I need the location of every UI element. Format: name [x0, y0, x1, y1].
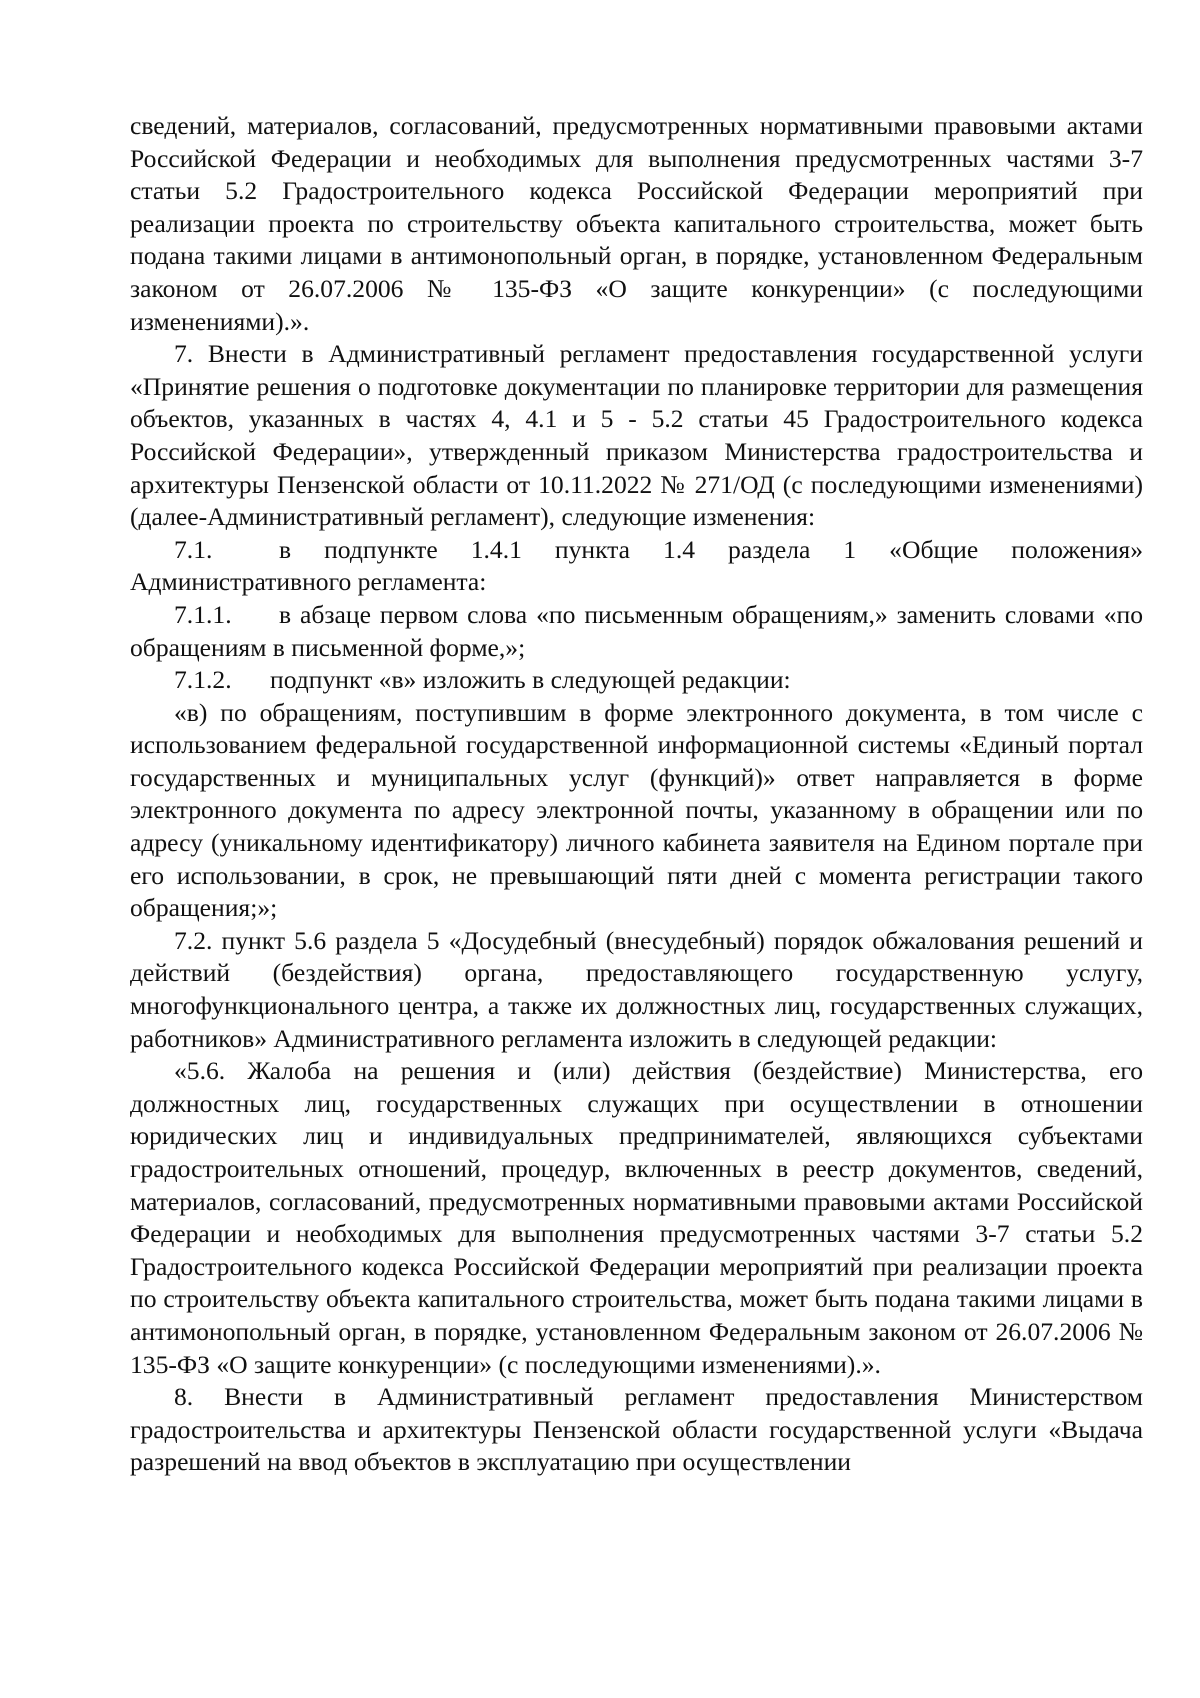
paragraph-quote-5-6: [130, 1055, 1143, 1381]
paragraph-text: «5.6. Жалоба на решения и (или) действия (бездействие) Министерства, его должностных лиц, государственных служащих при осуществлении в отношении юридических лиц и индивидуальных предпринимателей, являющихся субъектами градостроительных отношений, процедур, включенных в реестр документов, сведений, материалов, согласований, предусмотренных нормативными правовыми актами Российской Федерации и необходимых для выполнения предусмотренных частями 3-7 статьи 5.2 Градостроительного кодекса Российской Федерации мероприятий при реализации проекта по строительству объекта капитального строительства, может быть подана такими лицами в антимонопольный орган, в порядке, установленном Федеральным законом от 26.07.2006 № 135-ФЗ «О защите конкуренции» (с последующими изменениями).».: [130, 1056, 1143, 1379]
paragraph-item-8: [130, 1381, 1143, 1479]
item-number: 7.2.: [174, 925, 213, 955]
item-number: 7.1.1.: [174, 599, 232, 629]
paragraph-quote-v: [130, 697, 1143, 925]
paragraph-text: пункт 5.6 раздела 5 «Досудебный (внесудебный) порядок обжалования решений и действий (бездействия) органа, предоставляющего государственную услугу, многофункционального центра, а также их должностных лиц, государственных служащих, работников» Административного регламента изложить в следующей редакции:: [130, 925, 1143, 1053]
item-number: 7.: [174, 339, 194, 369]
paragraph-item-7: [130, 338, 1143, 534]
paragraph-item-7-1-1: [130, 599, 1143, 664]
paragraph-item-7-1: [130, 534, 1143, 599]
paragraph-continuation: [130, 110, 1143, 338]
paragraph-text: Внести в Административный регламент предоставления Министерством градостроительства и архитектуры Пензенской области государственной услуги «Выдача разрешений на ввод объектов в эксплуатацию при осуществлении: [130, 1382, 1143, 1477]
paragraph-item-7-1-2: [130, 664, 1143, 697]
paragraph-text: подпункт «в» изложить в следующей редакции:: [270, 665, 791, 695]
paragraph-item-7-2: [130, 925, 1143, 1055]
item-number: 7.1.: [174, 534, 213, 564]
paragraph-text: в абзаце первом слова «по письменным обращениям,» заменить словами «по обращениям в письменной форме,»;: [130, 599, 1143, 662]
paragraph-text: «в) по обращениям, поступившим в форме электронного документа, в том числе с использованием федеральной государственной информационной системы «Единый портал государственных и муниципальных услуг (функций)» ответ направляется в форме электронного документа по адресу электронной почты, указанному в обращении или по адресу (уникальному идентификатору) личного кабинета заявителя на Едином портале при его использовании, в срок, не превышающий пяти дней с момента регистрации такого обращения;»;: [130, 697, 1143, 923]
paragraph-text: в подпункте 1.4.1 пункта 1.4 раздела 1 «Общие положения» Административного регламента:: [130, 534, 1143, 597]
item-number: 7.1.2.: [174, 665, 232, 695]
document-page: [130, 110, 1143, 1479]
paragraph-text: сведений, материалов, согласований, предусмотренных нормативными правовыми актами Российской Федерации и необходимых для выполнения предусмотренных частями 3-7 статьи 5.2 Градостроительного кодекса Российской Федерации мероприятий при реализации проекта по строительству объекта капитального строительства, может быть подана такими лицами в антимонопольный орган, в порядке, установленном Федеральным законом от 26.07.2006 № 135-ФЗ «О защите конкуренции» (с последующими изменениями).».: [130, 111, 1143, 336]
item-number: 8.: [174, 1382, 194, 1412]
paragraph-text: Внести в Административный регламент предоставления государственной услуги «Принятие решения о подготовке документации по планировке территории для размещения объектов, указанных в частях 4, 4.1 и 5 - 5.2 статьи 45 Градостроительного кодекса Российской Федерации», утвержденный приказом Министерства градостроительства и архитектуры Пензенской области от 10.11.2022 № 271/ОД (с последующими изменениями) (далее-Административный регламент), следующие изменения:: [130, 339, 1143, 532]
